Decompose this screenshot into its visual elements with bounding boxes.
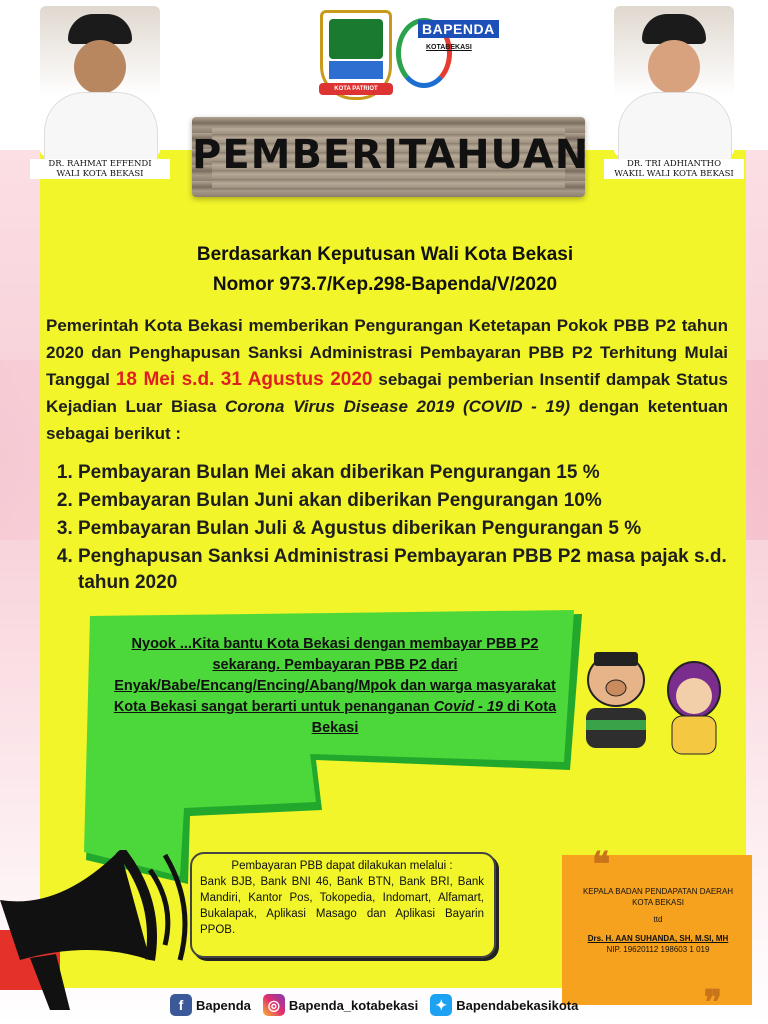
bapenda-logo-name: BAPENDA: [418, 20, 499, 38]
right-official-portrait: [604, 6, 744, 181]
rule-item: 4. Penghapusan Sanksi Administrasi Pembayaran PBB P2 masa pajak s.d. tahun 2020: [78, 544, 758, 596]
betawi-mascots-illustration: [576, 650, 736, 760]
emblem-water: [329, 61, 383, 79]
intro-part-1: Pemerintah Kota Bekasi memberikan Pengurangan Ketetapan Pokok PBB P2 tahun 2020 dan Penghapusan Sanksi Administrasi Pembayaran PBB P2 Terhitung Mulai Tanggal: [46, 316, 728, 389]
payment-body: Bank BJB, Bank BNI 46, Bank BTN, Bank BRI, Bank Mandiri, Kantor Pos, Tokopedia, Indomart, Alfamart, Bukalapak, Aplikasi Masago dan Aplikasi Bayarin PPOB.: [200, 876, 484, 936]
close-quote-icon: ❞: [703, 984, 722, 1022]
megaphone-drawing: [0, 850, 190, 1010]
official-uniform: [618, 92, 732, 164]
signature-ttd: ttd: [653, 915, 663, 924]
rule-item: 2. Pembayaran Bulan Juni akan diberikan Pengurangan 10%: [78, 488, 758, 514]
official-uniform: [44, 92, 158, 164]
left-official-name: DR. RAHMAT EFFENDI: [48, 159, 152, 169]
megaphone-icon: [0, 850, 190, 1010]
social-footer: [170, 988, 760, 1022]
intro-covid-italic: Corona Virus Disease 2019 (COVID - 19): [224, 397, 570, 416]
signature-nip: NIP. 19620112 198603 1 019: [606, 945, 710, 954]
left-official-caption: [30, 159, 170, 179]
payment-channels-text: [200, 858, 484, 938]
signature-block: [570, 886, 746, 955]
mascots-drawing: [576, 650, 736, 760]
right-official-caption: [604, 159, 744, 179]
facebook-icon: f: [170, 994, 192, 1016]
right-official-title: WAKIL WALI KOTA BEKASI: [614, 169, 734, 179]
appeal-text: [100, 634, 570, 739]
signature-name: Drs. H. AAN SUHANDA, SH, M.SI, MH: [587, 934, 729, 943]
facebook-link[interactable]: [170, 994, 251, 1016]
twitter-link[interactable]: [430, 994, 578, 1016]
rule-item: 1. Pembayaran Bulan Mei akan diberikan Pengurangan 15 %: [78, 460, 758, 486]
intro-paragraph: [46, 312, 728, 447]
twitter-handle: Bapendabekasikota: [456, 997, 579, 1013]
notice-title: PEMBERITAHUAN: [192, 132, 590, 178]
intro-date-highlight: 18 Mei s.d. 31 Agustus 2020: [115, 369, 373, 390]
instagram-handle: Bapenda_kotabekasi: [288, 997, 419, 1013]
open-quote-icon: ❝: [592, 846, 611, 884]
rule-item: 3. Pembayaran Bulan Juli & Agustus diberikan Pengurangan 5 %: [78, 516, 758, 542]
bapenda-logo: [396, 14, 495, 84]
instagram-icon: ◎: [263, 994, 285, 1016]
intro-part-2: sebagai pemberian Insentif dampak Status Kejadian Luar Biasa: [46, 370, 729, 416]
decree-reference: [60, 240, 710, 300]
twitter-icon: ✦: [430, 994, 452, 1016]
discount-rules-list: [52, 460, 758, 598]
bapenda-logo-sub: KOTABEKASI: [426, 44, 472, 51]
signature-office-line-1: KEPALA BADAN PENDAPATAN DAERAH: [582, 887, 734, 896]
emblem-ribbon: KOTA PATRIOT: [319, 83, 393, 95]
left-official-portrait: [30, 6, 170, 181]
right-official-name: DR. TRI ADHIANTHO: [626, 159, 722, 169]
left-official-title: WALI KOTA BEKASI: [56, 169, 144, 179]
kota-bekasi-emblem-logo: [320, 10, 392, 100]
intro-part-3: dengan ketentuan sebagai berikut :: [46, 397, 728, 443]
payment-heading: Pembayaran PBB dapat dilakukan melalui :: [231, 860, 453, 872]
facebook-handle: Bapenda: [196, 997, 251, 1013]
signature-office-line-2: KOTA BEKASI: [632, 898, 684, 907]
appeal-covid-italic: Covid - 19: [433, 699, 503, 715]
emblem-field: [329, 19, 383, 59]
appeal-part-2: di Kota Bekasi: [311, 699, 557, 736]
instagram-link[interactable]: [263, 994, 418, 1016]
decree-line-1: Berdasarkan Keputusan Wali Kota Bekasi: [196, 244, 574, 265]
official-face: [74, 40, 126, 94]
official-face: [648, 40, 700, 94]
decree-line-2: Nomor 973.7/Kep.298-Bapenda/V/2020: [212, 274, 558, 295]
appeal-part-1: Nyook ...Kita bantu Kota Bekasi dengan membayar PBB P2 sekarang. Pembayaran PBB P2 dari Enyak/Babe/Encang/Encing/Abang/Mpok dan warga masyarakat Kota Bekasi sangat berarti untuk penanganan: [113, 636, 556, 715]
